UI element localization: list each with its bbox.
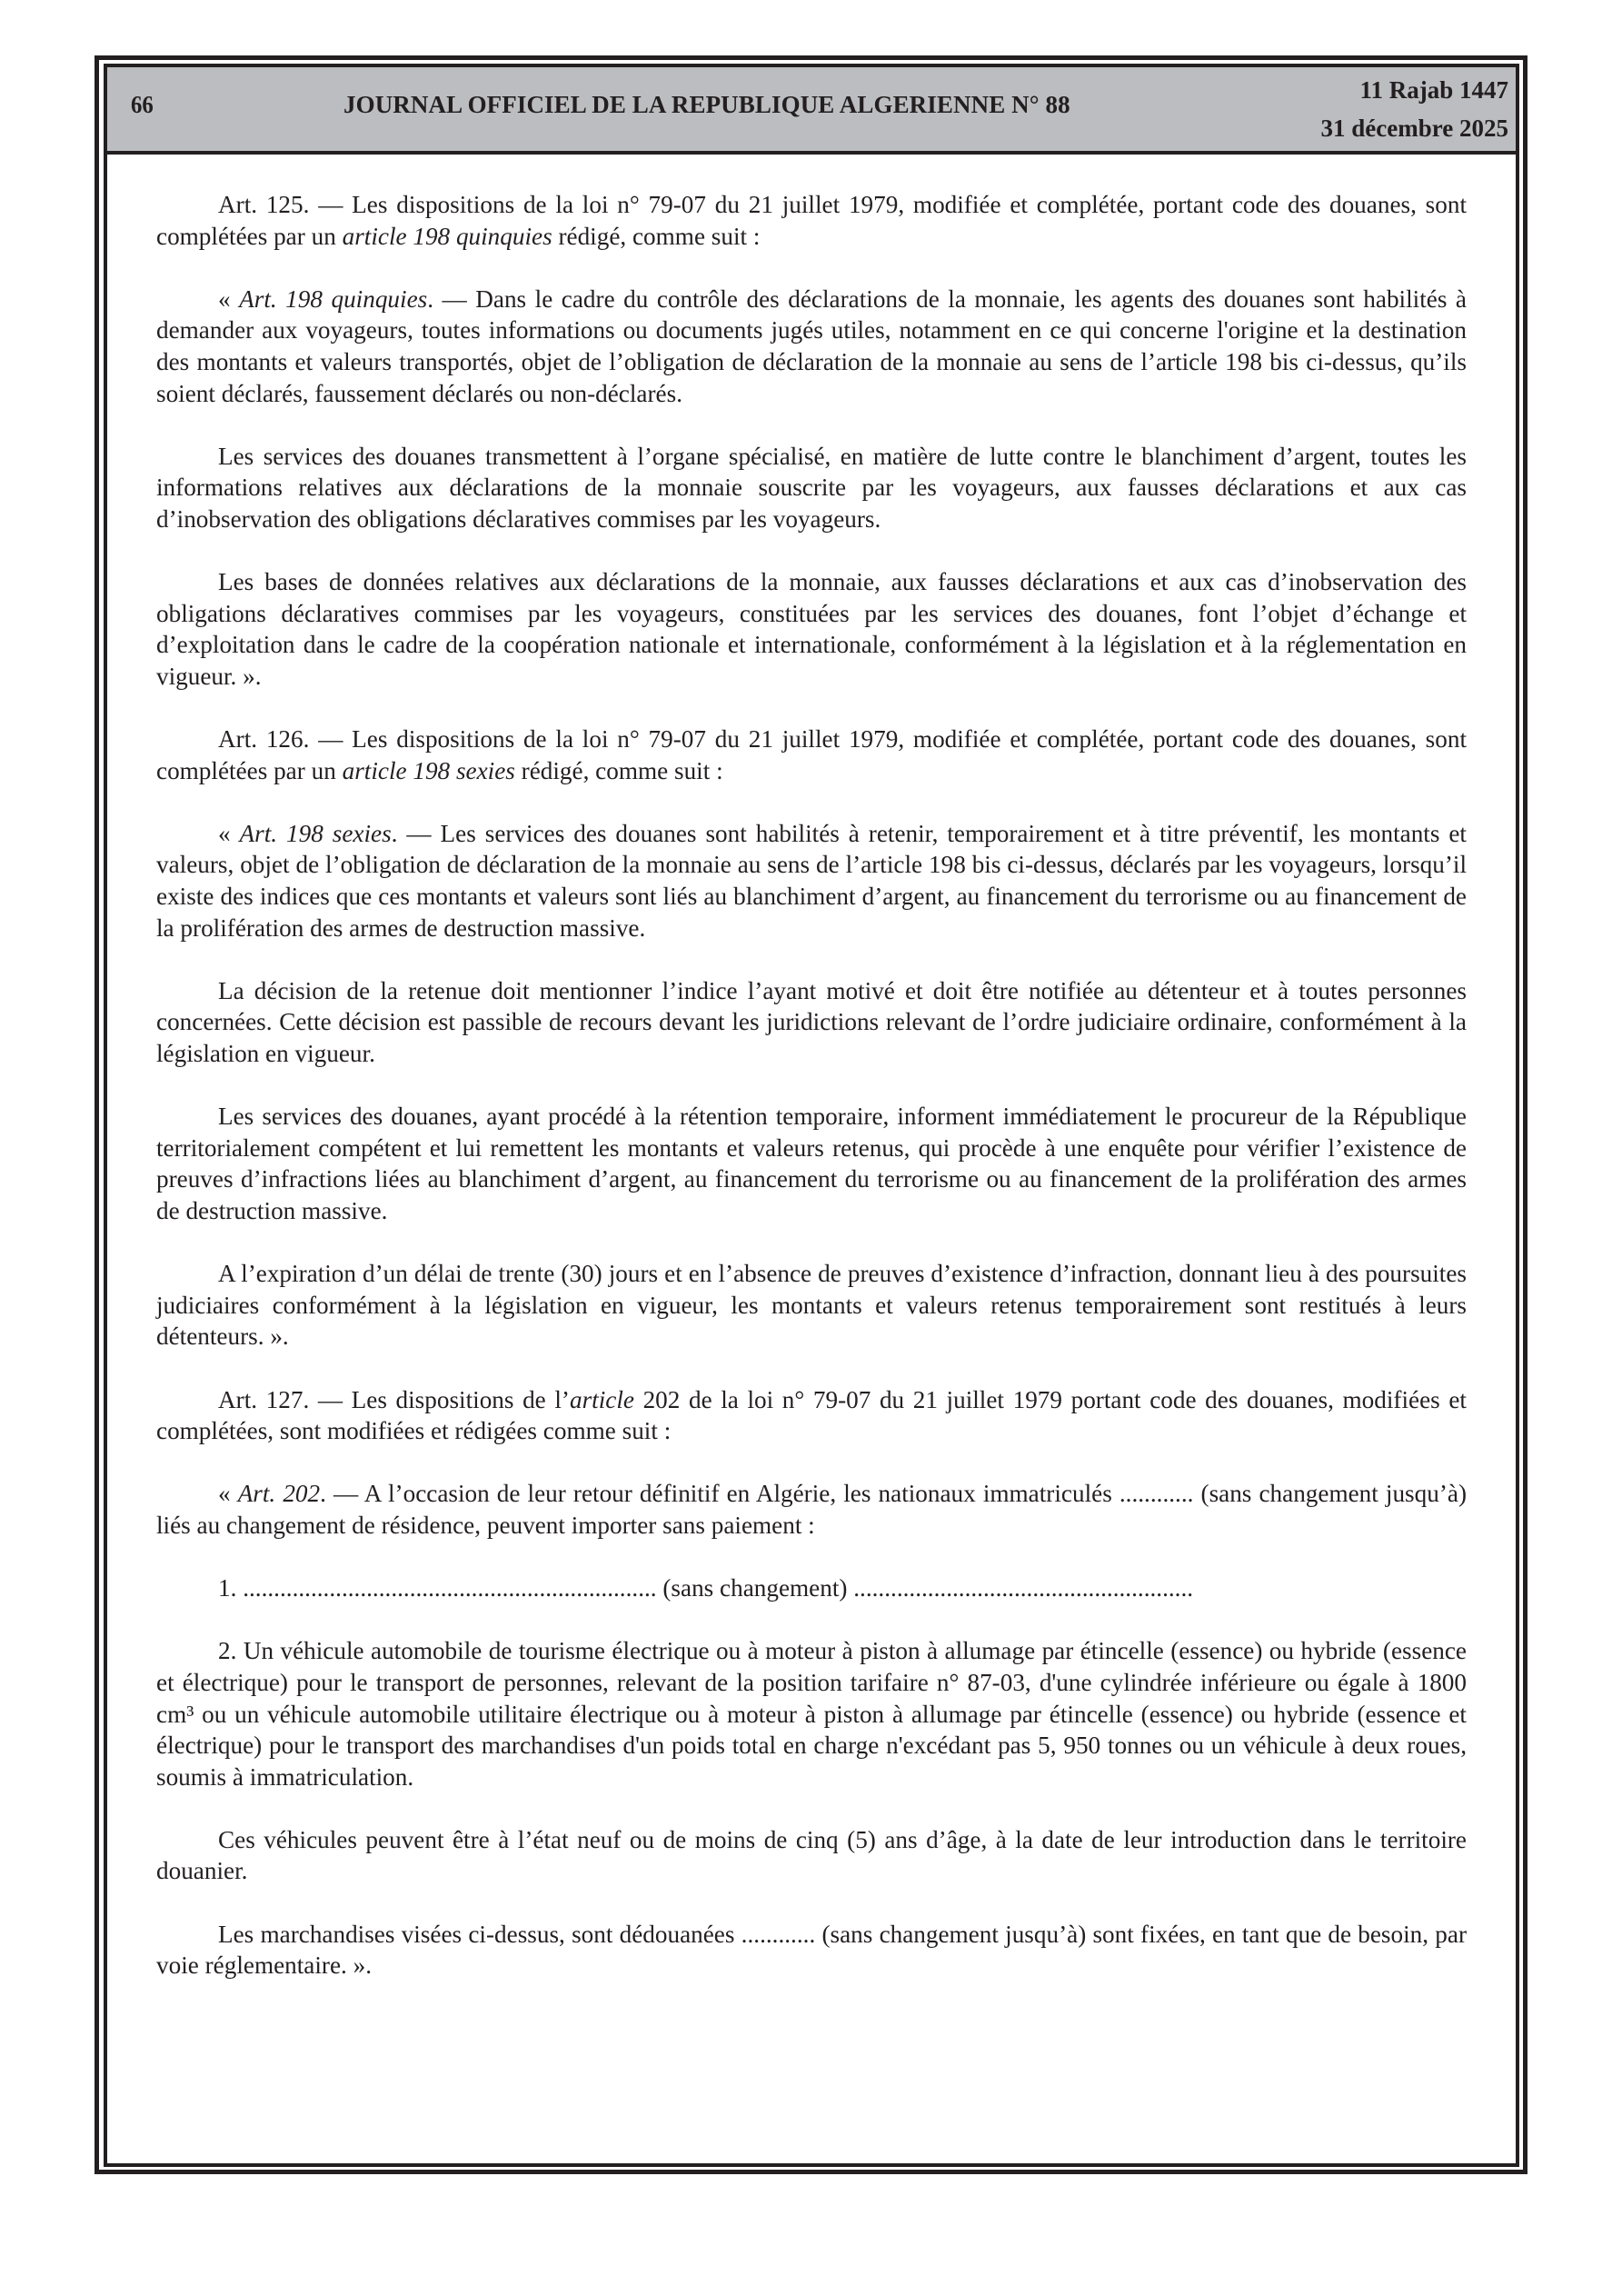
paragraph (156, 1478, 1467, 1541)
list-item (156, 1572, 1467, 1604)
text-segment: Les bases de données relatives aux déclarations de la monnaie, aux fausses déclarations et aux cas d’inobservation des obligations déclaratives commises par les voyageurs, constituées par les services des douanes, font l’objet d’échange et d’exploitation dans le cadre de la coopération nationale et internationale, conformément à la législation et à la réglementation en vigueur. ». (156, 568, 1467, 690)
list-item (156, 1635, 1467, 1792)
paragraph (156, 1384, 1467, 1447)
text-segment: « (218, 1480, 238, 1508)
italic-reference: Art. 202 (237, 1480, 321, 1508)
paragraph (156, 566, 1467, 692)
gregorian-date: 31 décembre 2025 (1320, 115, 1508, 142)
paragraph (156, 818, 1467, 943)
text-segment: 202 de la loi n° 79-07 du 21 juillet 1979 portant code des douanes, modifiées et complétées, sont modifiées et rédigées comme suit : (156, 1385, 1467, 1445)
text-segment: rédigé, comme suit : (552, 222, 761, 250)
paragraph (156, 975, 1467, 1070)
journal-title: JOURNAL OFFICIEL DE LA REPUBLIQUE ALGERIENNE N° 88 (343, 91, 1070, 118)
paragraph (156, 1919, 1467, 1982)
italic-reference: article (569, 1385, 634, 1413)
text-segment: 2. Un véhicule automobile de tourisme électrique ou à moteur à piston à allumage par étincelle (essence) ou hybride (essence et électrique) pour le transport de personnes, relevant de la position tarifaire n° 87-03, d'une cylindrée inférieure ou égale à 1800 cm³ ou un véhicule automobile utilitaire électrique ou à moteur à piston à allumage par étincelle (essence) ou hybride (essence et électrique) pour le transport des marchandises d'un poids total en charge n'excédant pas 5, 950 tonnes ou un véhicule à deux roues, soumis à immatriculation. (156, 1637, 1467, 1791)
text-segment: . — A l’occasion de leur retour définitif en Algérie, les nationaux immatriculés ............ (sans changement jusqu’à) liés au changement de résidence, peuvent importer sans paiement : (156, 1480, 1468, 1539)
paragraph (156, 1824, 1467, 1887)
document-body (156, 189, 1467, 2012)
text-segment: A l’expiration d’un délai de trente (30) jours et en l’absence de preuves d’existence d’infraction, donnant lieu à des poursuites judiciaires conformément à la législation en vigueur, les montants et valeurs retenus temporairement sont restitués à leurs détenteurs. ». (156, 1260, 1467, 1351)
paragraph (156, 724, 1467, 786)
text-segment: La décision de la retenue doit mentionner l’indice l’ayant motivé et doit être notifiée au détenteur et à toutes personnes concernées. Cette décision est passible de recours devant les juridictions relevant de l’ordre judiciaire ordinaire, conformément à la législation en vigueur. (156, 976, 1467, 1068)
paragraph (156, 284, 1467, 409)
text-segment: . — Les services des douanes sont habilités à retenir, temporairement et à titre préventif, les montants et valeurs, objet de l’obligation de déclaration de la monnaie au sens de l’article 198 bis ci-dessus, déclarés par les voyageurs, lorsqu’il existe des indices que ces montants et valeurs sont liés au blanchiment d’argent, au financement du terrorisme ou au financement de la prolifération des armes de destruction massive. (156, 819, 1467, 942)
text-segment: Ces véhicules peuvent être à l’état neuf ou de moins de cinq (5) ans d’âge, à la date de leur introduction dans le territoire douanier. (156, 1825, 1467, 1885)
text-segment: Les services des douanes transmettent à l’organe spécialisé, en matière de lutte contre le blanchiment d’argent, toutes les informations relatives aux déclarations de la monnaie souscrite par les voyageurs, aux fausses déclarations et aux cas d’inobservation des obligations déclaratives commises par les voyageurs. (156, 442, 1467, 533)
text-segment: Art. 125. — Les dispositions de la loi n° 79-07 du 21 juillet 1979, modifiée et complétée, portant code des douanes, sont complétées par un (156, 191, 1467, 250)
text-segment: « (218, 285, 240, 313)
italic-reference: article 198 quinquies (342, 222, 552, 250)
paragraph (156, 1101, 1467, 1226)
text-segment: Les marchandises visées ci-dessus, sont dédouanées ............ (sans changement jusqu’à) sont fixées, en tant que de besoin, par voie réglementaire. ». (156, 1920, 1467, 1980)
hijri-date: 11 Rajab 1447 (1359, 76, 1508, 104)
text-segment: rédigé, comme suit : (514, 756, 723, 784)
text-segment: . — Dans le cadre du contrôle des déclarations de la monnaie, les agents des douanes sont habilités à demander aux voyageurs, toutes informations ou documents jugés utiles, notamment en ce qui concerne l'origine et la destination des montants et valeurs transportés, objet de l’obligation de déclaration de la monnaie au sens de l’article 198 bis ci-dessus, qu’ils soient déclarés, faussement déclarés ou non-déclarés. (156, 285, 1467, 407)
issue-date (1321, 71, 1508, 147)
text-segment: Art. 127. — Les dispositions de l’ (218, 1385, 570, 1413)
italic-reference: Art. 198 quinquies (239, 285, 428, 313)
italic-reference: Art. 198 sexies (239, 819, 392, 847)
text-segment: Art. 126. — Les dispositions de la loi n° 79-07 du 21 juillet 1979, modifiée et complétée, portant code des douanes, sont complétées par un (156, 725, 1467, 784)
text-segment: Les services des douanes, ayant procédé à la rétention temporaire, informent immédiatement le procureur de la République territorialement compétent et lui remettent les montants et valeurs retenus, qui procède à une enquête pour vérifier l’existence de preuves d’infractions liées au blanchiment d’argent, au financement du terrorisme ou au financement de la prolifération des armes de destruction massive. (156, 1103, 1467, 1224)
page-header (107, 67, 1516, 155)
page-number: 66 (131, 91, 154, 118)
paragraph (156, 1258, 1467, 1353)
paragraph (156, 441, 1467, 535)
italic-reference: article 198 sexies (342, 756, 515, 784)
text-segment: « (218, 819, 240, 847)
text-segment: 1. ................................................................... (sans changement) ....................................................... (218, 1574, 1194, 1602)
paragraph (156, 189, 1467, 252)
